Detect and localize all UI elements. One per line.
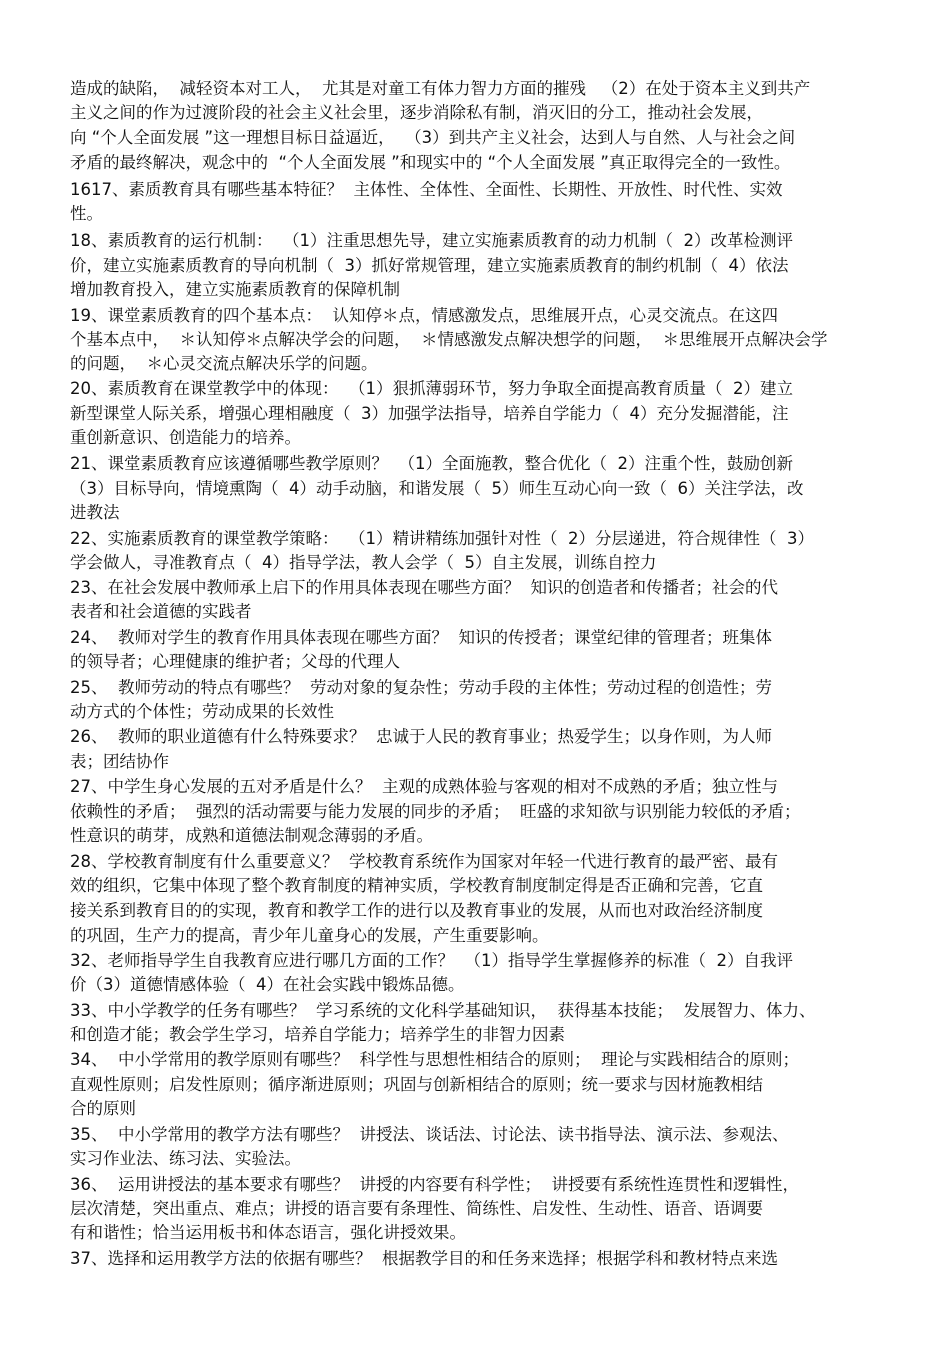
text-line: 性。	[70, 204, 103, 223]
text-line: 直观性原则；启发性原则；循序渐进原则；巩固与创新相结合的原则；统一要求与因材施教相结	[70, 1075, 763, 1094]
text-line: 动方式的个体性；劳动成果的长效性	[70, 702, 334, 721]
text-line: 新型课堂人际关系，增强心理相融度（ 3）加强学法指导，培养自学能力（ 4）充分发掘潜能，注	[70, 404, 789, 423]
text-line: 24、 教师对学生的教育作用具体表现在哪些方面？ 知识的传授者；课堂纪律的管理者；班集体	[70, 628, 772, 647]
text-line: 26、 教师的职业道德有什么特殊要求？ 忠诚于人民的教育事业；热爱学生；以身作则，为人师	[70, 727, 772, 746]
text-line: 重创新意识、创造能力的培养。	[70, 428, 301, 447]
text-line: 层次清楚，突出重点、难点；讲授的语言要有条理性、简练性、启发性、生动性、语音、语调要	[70, 1199, 763, 1218]
text-line: 1617、素质教育具有哪些基本特征？ 主体性、全体性、全面性、长期性、开放性、时代性、实效	[70, 180, 783, 199]
text-line: 35、 中小学常用的教学方法有哪些？ 讲授法、谈话法、讨论法、读书指导法、演示法、参观法、	[70, 1125, 789, 1144]
text-line: 25、 教师劳动的特点有哪些？ 劳动对象的复杂性；劳动手段的主体性；劳动过程的创造性；劳	[70, 678, 772, 697]
text-line: （3）目标导向，情境熏陶（ 4）动手动脑，和谐发展（ 5）师生互动心向一致（ 6）关注学法，改	[70, 479, 804, 498]
text-line: 合的原则	[70, 1099, 136, 1118]
text-line: 表者和社会道德的实践者	[70, 602, 252, 621]
text-line: 37、选择和运用教学方法的依据有哪些？ 根据教学目的和任务来选择；根据学科和教材特点来选	[70, 1249, 778, 1268]
text-line: 增加教育投入，建立实施素质教育的保障机制	[70, 280, 400, 299]
text-line: 27、中学生身心发展的五对矛盾是什么？ 主观的成熟体验与客观的相对不成熟的矛盾；独立性与	[70, 777, 778, 796]
text-line: 价（3）道德情感体验（ 4）在社会实践中锻炼品德。	[70, 975, 465, 994]
text-line: 28、学校教育制度有什么重要意义？ 学校教育系统作为国家对年轻一代进行教育的最严密、最有	[70, 852, 778, 871]
text-line: 性意识的萌芽，成熟和道德法制观念薄弱的矛盾。	[70, 826, 433, 845]
text-line: 21、课堂素质教育应该遵循哪些教学原则？ （1）全面施教，整合优化（ 2）注重个性，鼓励创新	[70, 454, 793, 473]
text-line: 进教法	[70, 503, 120, 522]
text-line: 和创造才能；教会学生学习，培养自学能力；培养学生的非智力因素	[70, 1025, 565, 1044]
text-line: 23、在社会发展中教师承上启下的作用具体表现在哪些方面？ 知识的创造者和传播者；社会的代	[70, 578, 778, 597]
text-line: 效的组织，它集中体现了整个教育制度的精神实质，学校教育制度制定得是否正确和完善，它直	[70, 876, 763, 895]
text-line: 学会做人，寻准教育点（ 4）指导学法，教人会学（ 5）自主发展，训练自控力	[70, 553, 657, 572]
text-line: 18、素质教育的运行机制： （1）注重思想先导，建立实施素质教育的动力机制（ 2）改革检测评	[70, 231, 793, 250]
text-line: 34、 中小学常用的教学原则有哪些？ 科学性与思想性相结合的原则； 理论与实践相结合的原则；	[70, 1050, 799, 1069]
text-line: 32、老师指导学生自我教育应进行哪几方面的工作？ （1）指导学生掌握修养的标准（ 2）自我评	[70, 951, 793, 970]
text-line: 36、 运用讲授法的基本要求有哪些？ 讲授的内容要有科学性； 讲授要有系统性连贯性和逻辑性，	[70, 1175, 799, 1194]
text-line: 造成的缺陷， 减轻资本对工人， 尤其是对童工有体力智力方面的摧残 （2）在处于资本主义到共产	[70, 79, 811, 98]
text-line: 的问题， ＊心灵交流点解决乐学的问题。	[70, 354, 378, 373]
text-line: 个基本点中， ＊认知停＊点解决学会的问题， ＊情感激发点解决想学的问题， ＊思维展开点解决会学	[70, 330, 828, 349]
text-line: 依赖性的矛盾； 强烈的活动需要与能力发展的同步的矛盾； 旺盛的求知欲与识别能力较低的矛盾；	[70, 802, 801, 821]
text-line: 22、实施素质教育的课堂教学策略： （1）精讲精练加强针对性（ 2）分层递进，符合规律性（ 3）	[70, 529, 814, 548]
text-line: 有和谐性；恰当运用板书和体态语言，强化讲授效果。	[70, 1223, 466, 1242]
text-line: 接关系到教育目的的实现，教育和教学工作的进行以及教育事业的发展，从而也对政治经济制度	[70, 901, 763, 920]
text-line: 向 “个人全面发展 ”这一理想目标日益逼近， （3）到共产主义社会，达到人与自然、人与社会之间	[70, 128, 796, 147]
text-line: 20、素质教育在课堂教学中的体现： （1）狠抓薄弱环节，努力争取全面提高教育质量（ 2）建立	[70, 379, 793, 398]
text-line: 实习作业法、练习法、实验法。	[70, 1149, 301, 1168]
text-line: 的巩固，生产力的提高，青少年儿童身心的发展，产生重要影响。	[70, 926, 549, 945]
text-line: 33、中小学教学的任务有哪些？ 学习系统的文化科学基础知识， 获得基本技能； 发展智力、体力、	[70, 1001, 816, 1020]
text-line: 价，建立实施素质教育的导向机制（ 3）抓好常规管理，建立实施素质教育的制约机制（ 4）依法	[70, 256, 789, 275]
text-line: 矛盾的最终解决，观念中的 “个人全面发展 ”和现实中的 “个人全面发展 ”真正取得完全的一致性。	[70, 153, 791, 172]
text-line: 表；团结协作	[70, 752, 169, 771]
text-line: 的领导者；心理健康的维护者；父母的代理人	[70, 652, 400, 671]
text-line: 主义之间的作为过渡阶段的社会主义社会里，逐步消除私有制，消灭旧的分工，推动社会发展，	[70, 103, 763, 122]
text-line: 19、课堂素质教育的四个基本点： 认知停＊点，情感激发点，思维展开点，心灵交流点。在这四	[70, 306, 778, 325]
